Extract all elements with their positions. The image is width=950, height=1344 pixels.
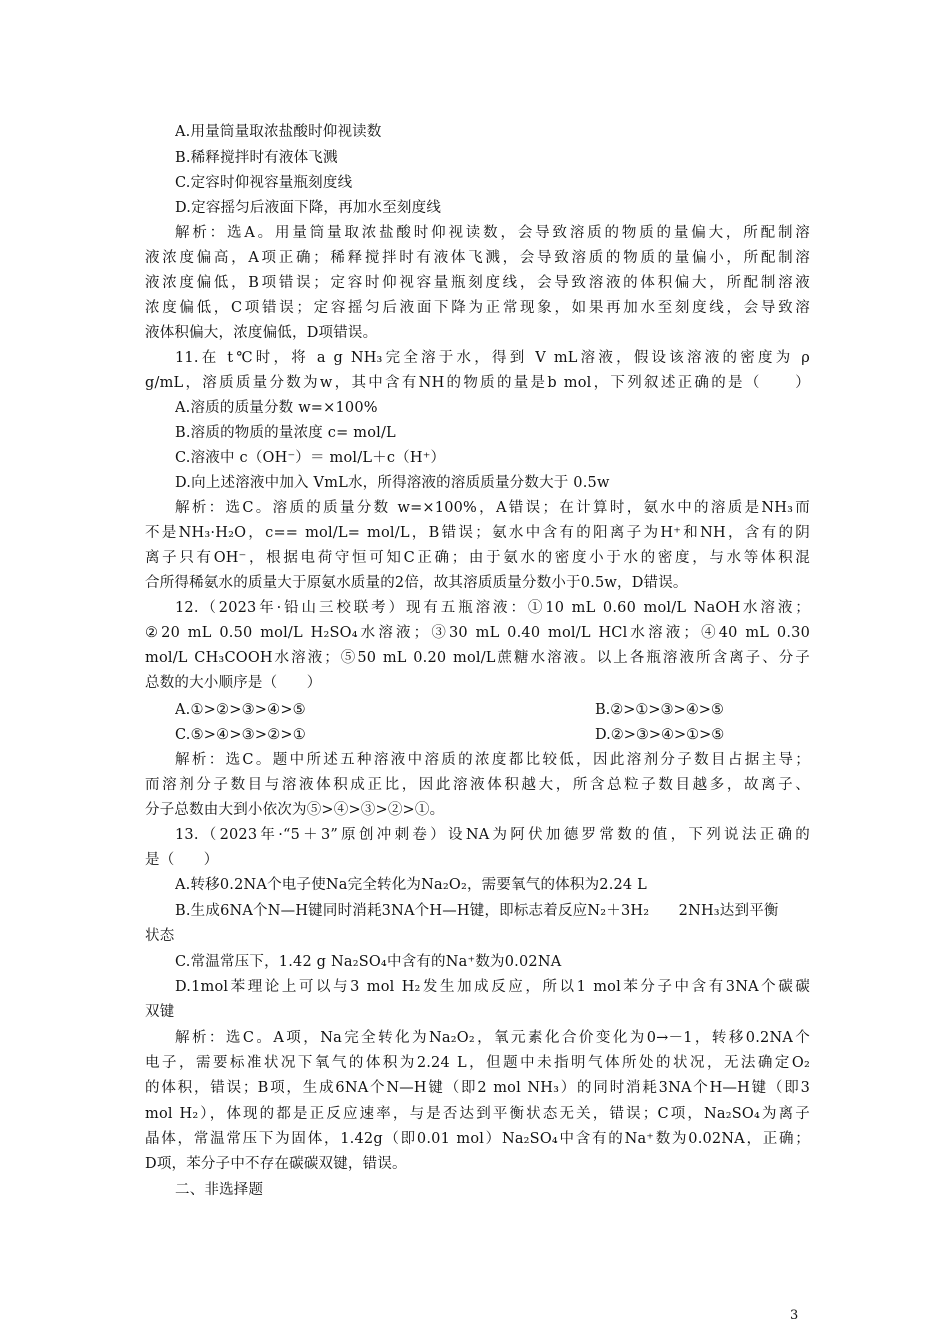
q13-option-d: D.1mol苯理论上可以与3 mol H₂发生加成反应，所以1 mol苯分子中含有3NA个碳碳	[175, 979, 810, 995]
q10-option-a: A.用量筒量取浓盐酸时仰视读数	[175, 124, 382, 140]
q12-option-b: B.②>①>③>④>⑤	[595, 702, 724, 718]
q10-option-d: D.定容摇匀后液面下降，再加水至刻度线	[175, 200, 442, 216]
q13-explanation-line: mol H₂），体现的都是正反应速率，与是否达到平衡状态无关，错误；C项，Na₂SO₄为离子	[145, 1106, 810, 1122]
q13-explanation-line: 电子，需要标准状况下氧气的体积为2.24 L，但题中未指明气体所处的状况，无法确定O₂	[145, 1055, 810, 1071]
q11-stem-line: 11.在 t℃时，将 a g NH₃完全溶于水，得到 V mL溶液，假设该溶液的密度为 ρ	[175, 350, 810, 366]
q12-option-c: C.⑤>④>③>②>①	[175, 727, 306, 743]
q13-option-c: C.常温常压下，1.42 g Na₂SO₄中含有的Na⁺数为0.02NA	[175, 954, 562, 970]
q11-option-d: D.向上述溶液中加入 VmL水，所得溶液的溶质质量分数大于 0.5w	[175, 475, 610, 491]
q13-stem-line: 13.（2023年·“5＋3”原创冲刺卷）设NA为阿伏加德罗常数的值，下列说法正确的	[175, 827, 810, 843]
q13-option-a: A.转移0.2NA个电子使Na完全转化为Na₂O₂，需要氧气的体积为2.24 L	[175, 877, 647, 893]
q12-stem-line: mol/L CH₃COOH水溶液；⑤50 mL 0.20 mol/L蔗糖水溶液。以上各瓶溶液所含离子、分子	[145, 650, 810, 666]
q13-option-b: B.生成6NA个N—H键同时消耗3NA个H—H键，即标志着反应N₂＋3H₂ 2NH₃达到平衡	[175, 903, 779, 919]
q13-option-b-cont: 状态	[145, 928, 175, 944]
q13-explanation-line: D项，苯分子中不存在碳碳双键，错误。	[145, 1156, 407, 1172]
q12-stem-line: 12.（2023年·铅山三校联考）现有五瓶溶液：①10 mL 0.60 mol/L NaOH水溶液；	[175, 600, 810, 616]
q11-explanation-line: 离子只有OH⁻，根据电荷守恒可知C正确；由于氨水的密度小于水的密度，与水等体积混	[145, 550, 810, 566]
section-heading: 二、非选择题	[175, 1182, 264, 1198]
q12-option-d: D.②>③>④>①>⑤	[595, 727, 725, 743]
q10-explanation-line: 液浓度偏高，A项正确；稀释搅拌时有液体飞溅，会导致溶质的物质的量偏小，所配制溶	[145, 250, 810, 266]
q12-explanation-line: 解析：选C。题中所述五种溶液中溶质的浓度都比较低，因此溶剂分子数目占据主导；	[175, 752, 810, 768]
q12-stem-line: ②20 mL 0.50 mol/L H₂SO₄水溶液；③30 mL 0.40 mol/L HCl水溶液；④40 mL 0.30	[145, 625, 810, 641]
q13-explanation-line: 的体积，错误；B项，生成6NA个N—H键（即2 mol NH₃）的同时消耗3NA个H—H键（即3	[145, 1080, 810, 1096]
q10-explanation-line: 浓度偏低，C项错误；定容摇匀后液面下降为正常现象，如果再加水至刻度线，会导致溶	[145, 300, 810, 316]
q10-option-b: B.稀释搅拌时有液体飞溅	[175, 150, 338, 166]
q10-option-c: C.定容时仰视容量瓶刻度线	[175, 175, 353, 191]
q11-explanation-line: 合所得稀氨水的质量大于原氨水质量的2倍，故其溶质质量分数小于0.5w，D错误。	[145, 575, 688, 591]
q13-stem-line: 是（ ）	[145, 852, 219, 868]
q11-explanation-line: 不是NH₃·H₂O，c== mol/L= mol/L，B错误；氨水中含有的阳离子为H⁺和NH，含有的阴	[145, 525, 810, 541]
page-number: 3	[790, 1308, 799, 1323]
q13-explanation-line: 解析：选C。A项，Na完全转化为Na₂O₂，氧元素化合价变化为0→－1，转移0.2NA个	[175, 1030, 810, 1046]
q12-stem-line: 总数的大小顺序是（ ）	[145, 675, 322, 691]
q11-option-a: A.溶质的质量分数 w=×100%	[175, 400, 378, 416]
q12-option-a: A.①>②>③>④>⑤	[175, 702, 306, 718]
q11-explanation-line: 解析：选C。溶质的质量分数 w=×100%，A错误；在计算时，氨水中的溶质是NH₃而	[175, 500, 810, 516]
q11-stem-line: g/mL，溶质质量分数为w，其中含有NH的物质的量是b mol，下列叙述正确的是（ ）	[145, 375, 810, 391]
q11-option-b: B.溶质的物质的量浓度 c= mol/L	[175, 425, 396, 441]
q10-explanation-line: 液体积偏大，浓度偏低，D项错误。	[145, 325, 378, 341]
q13-option-d-cont: 双键	[145, 1004, 175, 1020]
q11-option-c: C.溶液中 c（OH⁻）＝ mol/L＋c（H⁺）	[175, 450, 446, 466]
q13-explanation-line: 晶体，常温常压下为固体，1.42g（即0.01 mol）Na₂SO₄中含有的Na⁺数为0.02NA，正确；	[145, 1131, 810, 1147]
q12-explanation-line: 分子总数由大到小依次为⑤>④>③>②>①。	[145, 802, 445, 818]
q12-explanation-line: 而溶剂分子数目与溶液体积成正比，因此溶液体积越大，所含总粒子数目越多，故离子、	[145, 777, 810, 793]
q10-explanation-line: 解析：选A。用量筒量取浓盐酸时仰视读数，会导致溶质的物质的量偏大，所配制溶	[175, 225, 810, 241]
q10-explanation-line: 液浓度偏低，B项错误；定容时仰视容量瓶刻度线，会导致溶液的体积偏大，所配制溶液	[145, 275, 810, 291]
